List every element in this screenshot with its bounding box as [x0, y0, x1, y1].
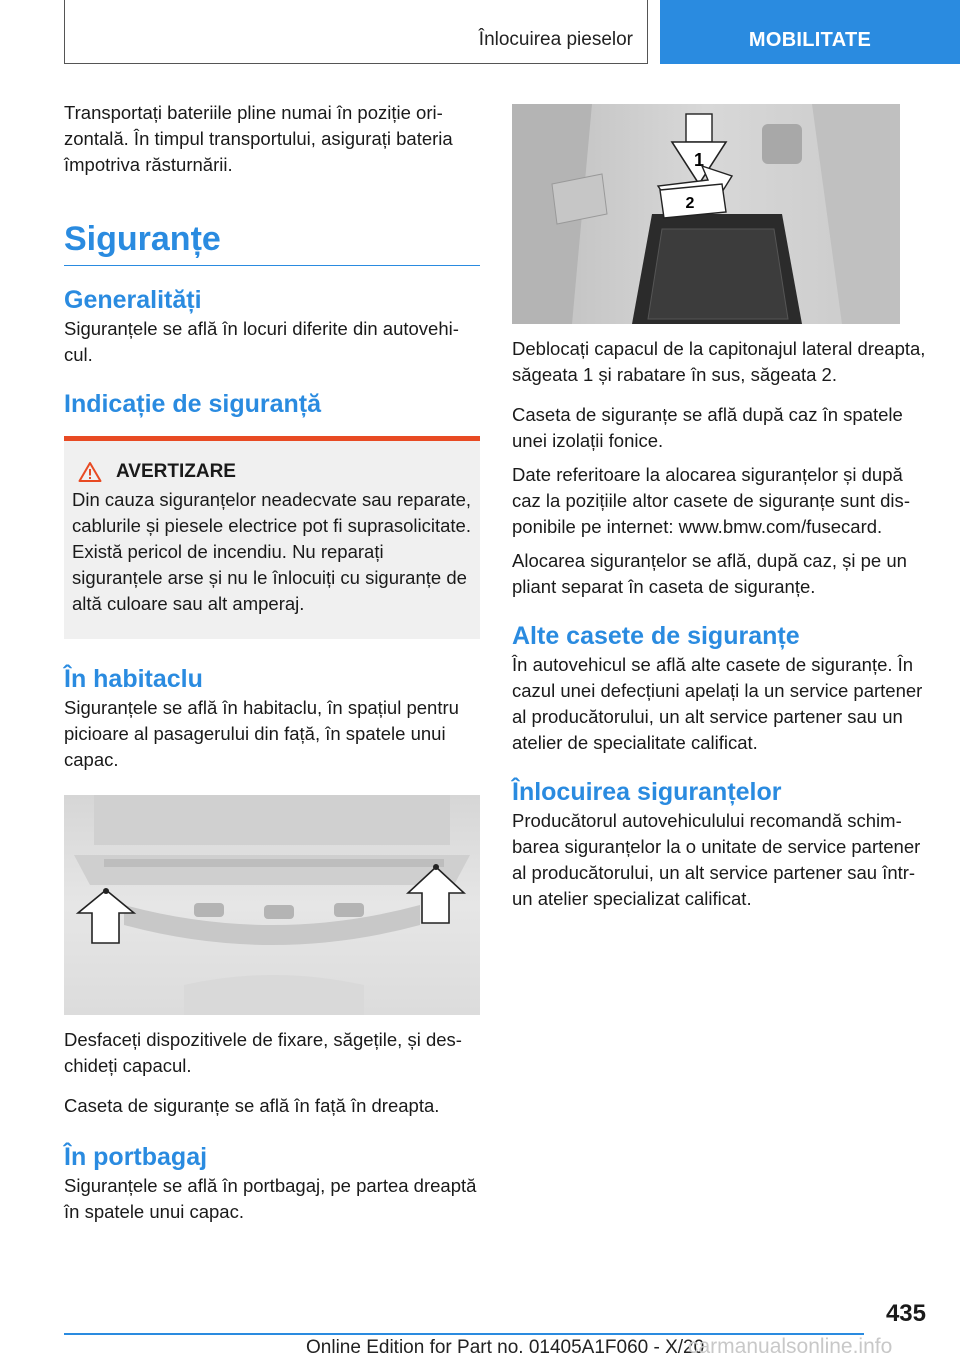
cabin-footwell-photo — [64, 795, 480, 1015]
warning-box — [64, 436, 480, 639]
right-column — [512, 104, 928, 912]
trunk-caption: Deblocați capacul de la capitonajul lateral dreapta, săgeata 1 și rabatare în sus, săgeata 2. — [512, 338, 926, 385]
heading-general: Generalități — [64, 286, 202, 314]
watermark: carmanualsonline.info — [688, 1335, 893, 1358]
warning-title: AVERTIZARE — [116, 461, 236, 482]
footer-edition: Online Edition for Part no. 01405A1F060 - X/20 — [306, 1337, 705, 1358]
paragraph-fusebox-location: Caseta de siguranțe se află după caz în spatele unei izolații fonice. — [512, 404, 903, 451]
intro-paragraph: Transportați bateriile pline numai în poziție orizontală. În timpul transportului, asigurați bateria împotriva răsturnării. — [64, 102, 453, 175]
trunk-paragraph: Siguranțele se află în portbagaj, pe partea dreaptă în spatele unui capac. — [64, 1175, 477, 1222]
section-title: Înlocuirea pieselor — [478, 29, 633, 50]
replace-fuses-paragraph: Producătorul autovehiculului recomandă schimbarea siguranțelor la o unitate de service partener al producătorului, un alt service partener sau într-un atelier specializat calificat. — [512, 810, 921, 909]
warning-text: Din cauza siguranțelor neadecvate sau reparate, cablurile și piesele electrice pot fi suprasolicitate. Există pericol de incendiu. Nu reparați siguranțele arse și nu le înlocuiți cu siguranțe de altă culoare sau alt amperaj. — [72, 489, 472, 614]
cabin-location: Caseta de siguranțe se află în față în dreapta. — [64, 1095, 440, 1116]
heading-cabin: În habitaclu — [64, 665, 203, 693]
other-fuseboxes-paragraph: În autovehicul se află alte casete de siguranțe. În cazul unei defecțiuni apelați la un service partener al producătorului, un alt service partener sau un atelier de specialitate calificat. — [512, 654, 923, 753]
arrow-2-label: 2 — [685, 195, 695, 212]
warning-triangle-icon — [78, 461, 102, 483]
heading-other-fuseboxes: Alte casete de siguranțe — [512, 622, 800, 650]
cabin-paragraph: Siguranțele se află în habitaclu, în spațiul pentru picioare al pasagerului din față, în spatele unui capac. — [64, 697, 459, 770]
paragraph-fuse-allocation: Date referitoare la alocarea siguranțelor și după caz la pozițiile altor casete de siguranțe sunt disponibile pe internet: www.bmw.com/fusecard. — [512, 464, 910, 537]
heading-fuses: Siguranțe — [64, 220, 480, 266]
heading-safety: Indicație de siguranță — [64, 390, 322, 418]
page-number: 435 — [885, 1300, 926, 1327]
heading-trunk: În portbagaj — [64, 1143, 208, 1171]
chapter-tab[interactable]: MOBILITATE — [660, 0, 960, 64]
cabin-caption: Desfaceți dispozitivele de fixare, săgețile, și deschideți capacul. — [64, 1029, 462, 1076]
paragraph-leaflet: Alocarea siguranțelor se află, după caz, și pe un pliant separat în caseta de siguranțe. — [512, 550, 907, 597]
general-paragraph: Siguranțele se află în locuri diferite din autovehicul. — [64, 318, 459, 365]
trunk-panel-photo — [512, 104, 900, 324]
heading-replace-fuses: Înlocuirea siguranțelor — [512, 778, 782, 806]
left-column — [64, 100, 480, 1225]
arrow-1-label: 1 — [693, 150, 705, 170]
header-frame — [64, 0, 648, 64]
